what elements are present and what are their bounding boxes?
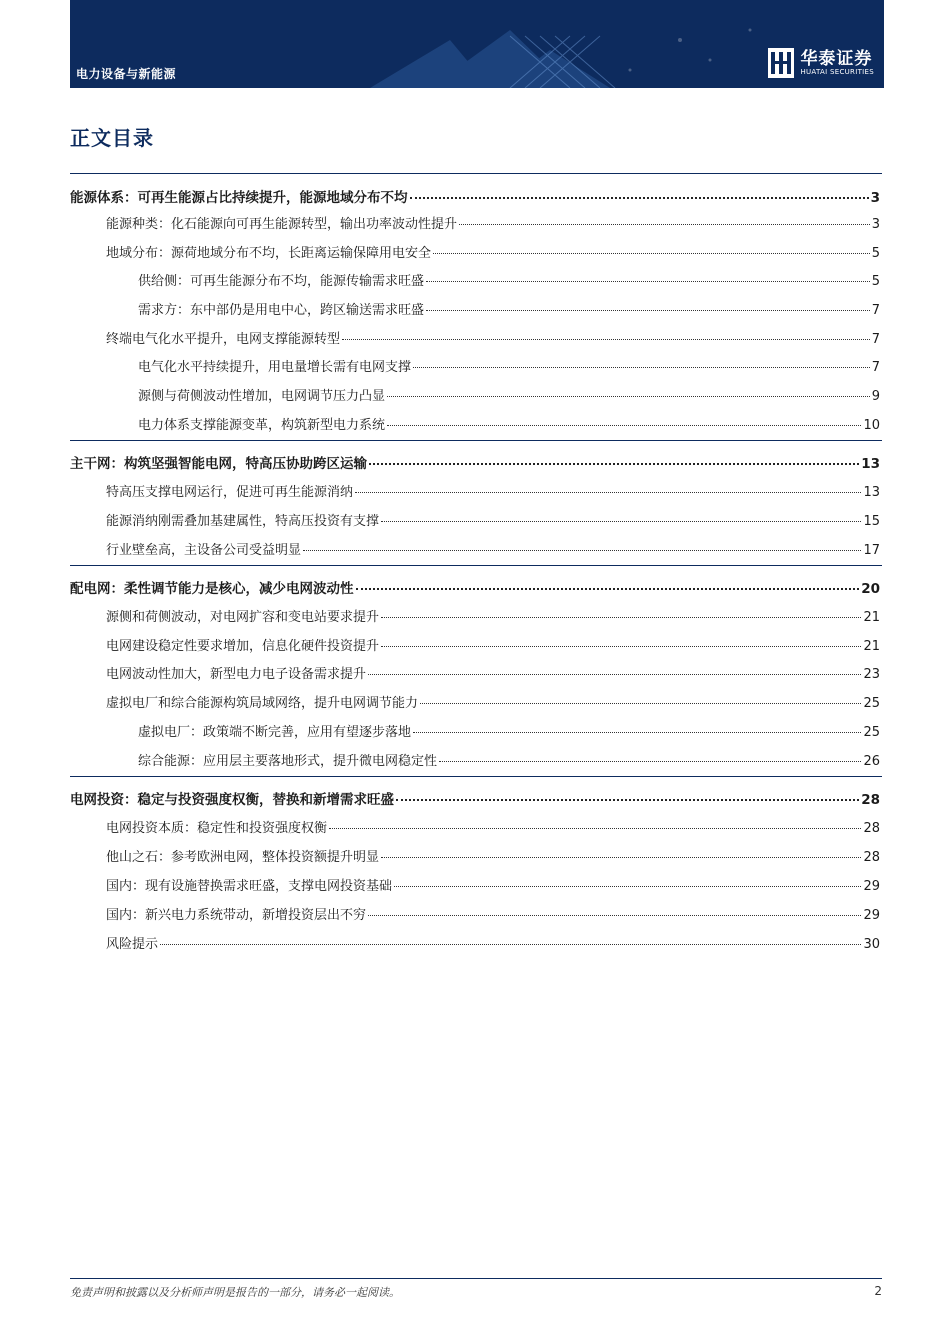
company-logo bbox=[768, 48, 874, 78]
toc-entry-text: 供给侧：可再生能源分布不均，能源传输需求旺盛 bbox=[138, 274, 425, 289]
toc-entry-level-2[interactable] bbox=[70, 875, 880, 894]
toc-entry-level-2[interactable] bbox=[70, 635, 880, 654]
toc-entry-page: 3 bbox=[871, 217, 880, 232]
toc-dot-leader bbox=[356, 588, 860, 590]
toc-entry-page: 21 bbox=[863, 610, 880, 625]
toc-entry-page: 7 bbox=[871, 303, 880, 318]
logo-mark-icon bbox=[768, 48, 794, 78]
toc-entry-page: 29 bbox=[863, 879, 880, 894]
toc-entry-page: 5 bbox=[871, 274, 880, 289]
toc-entry-text: 终端电气化水平提升，电网支撑能源转型 bbox=[106, 332, 341, 347]
toc-entry-page: 21 bbox=[863, 639, 880, 654]
footer-disclaimer: 免责声明和披露以及分析师声明是报告的一部分，请务必一起阅读。 bbox=[70, 1286, 400, 1299]
toc-entry-text: 他山之石：参考欧洲电网，整体投资额提升明显 bbox=[106, 850, 380, 865]
toc-dot-leader bbox=[368, 915, 861, 916]
toc-entry-page: 29 bbox=[863, 908, 880, 923]
page-header bbox=[70, 0, 884, 88]
toc-entry-page: 23 bbox=[863, 667, 880, 682]
toc-dot-leader bbox=[381, 857, 861, 858]
toc-entry-text: 需求方：东中部仍是用电中心，跨区输送需求旺盛 bbox=[138, 303, 425, 318]
toc-dot-leader bbox=[394, 886, 861, 887]
toc-entry-text: 电网建设稳定性要求增加，信息化硬件投资提升 bbox=[106, 639, 380, 654]
toc-entry-page: 20 bbox=[861, 581, 880, 597]
toc-dot-leader bbox=[342, 339, 870, 340]
toc-dot-leader bbox=[413, 732, 861, 733]
toc-entry-level-3[interactable] bbox=[70, 750, 880, 769]
toc-entry-level-2[interactable] bbox=[70, 606, 880, 625]
toc-entry-level-2[interactable] bbox=[70, 692, 880, 711]
toc-dot-leader bbox=[355, 492, 861, 493]
toc-entry-level-3[interactable] bbox=[70, 385, 880, 404]
footer-divider bbox=[70, 1278, 882, 1279]
header-decoration bbox=[70, 0, 884, 88]
toc-entry-page: 25 bbox=[863, 725, 880, 740]
toc-entry-text: 电网投资：稳定与投资强度权衡，替换和新增需求旺盛 bbox=[70, 792, 394, 808]
toc-entry-level-2[interactable] bbox=[70, 213, 880, 232]
toc-entry-page: 28 bbox=[861, 792, 880, 808]
toc-entry-page: 3 bbox=[870, 190, 880, 206]
toc-entry-page: 10 bbox=[863, 418, 880, 433]
toc-entry-level-2[interactable] bbox=[70, 663, 880, 682]
toc-entry-level-3[interactable] bbox=[70, 414, 880, 433]
toc-entry-level-1[interactable] bbox=[70, 452, 880, 472]
toc-entry-text: 国内：新兴电力系统带动，新增投资层出不穷 bbox=[106, 908, 367, 923]
toc-entry-level-2[interactable] bbox=[70, 242, 880, 261]
toc-entry-page: 5 bbox=[871, 246, 880, 261]
toc-dot-leader bbox=[439, 761, 861, 762]
toc-dot-leader bbox=[381, 521, 861, 522]
toc-entry-page: 26 bbox=[863, 754, 880, 769]
toc-entry-level-2[interactable] bbox=[70, 817, 880, 836]
toc-entry-level-3[interactable] bbox=[70, 356, 880, 375]
toc-dot-leader bbox=[381, 617, 861, 618]
toc-entry-text: 能源种类：化石能源向可再生能源转型，输出功率波动性提升 bbox=[106, 217, 458, 232]
toc-entry-text: 源侧和荷侧波动，对电网扩容和变电站要求提升 bbox=[106, 610, 380, 625]
toc-entry-text: 虚拟电厂和综合能源构筑局域网络，提升电网调节能力 bbox=[106, 696, 419, 711]
toc-entry-page: 28 bbox=[863, 821, 880, 836]
toc-entry-page: 7 bbox=[871, 332, 880, 347]
toc-entry-text: 行业壁垒高，主设备公司受益明显 bbox=[106, 543, 302, 558]
toc-dot-leader bbox=[396, 799, 859, 801]
toc-entry-level-2[interactable] bbox=[70, 904, 880, 923]
toc-dot-leader bbox=[160, 944, 861, 945]
toc-entry-text: 能源体系：可再生能源占比持续提升，能源地域分布不均 bbox=[70, 190, 408, 206]
logo-name-en: HUATAI SECURITIES bbox=[800, 67, 874, 76]
toc-entry-page: 30 bbox=[863, 937, 880, 952]
toc-entry-text: 电力体系支撑能源变革，构筑新型电力系统 bbox=[138, 418, 386, 433]
toc-dot-leader bbox=[303, 550, 861, 551]
logo-name-cn: 华泰证券 bbox=[800, 48, 873, 69]
toc-entry-level-3[interactable] bbox=[70, 299, 880, 318]
toc-entry-level-2[interactable] bbox=[70, 539, 880, 558]
toc-dot-leader bbox=[413, 367, 870, 368]
toc-dot-leader bbox=[410, 197, 869, 199]
toc-dot-leader bbox=[381, 646, 861, 647]
toc-entry-text: 风险提示 bbox=[106, 937, 159, 952]
toc-entry-level-2[interactable] bbox=[70, 510, 880, 529]
toc-dot-leader bbox=[426, 281, 870, 282]
toc-section-divider bbox=[70, 776, 882, 777]
toc-dot-leader bbox=[369, 463, 859, 465]
toc-entry-page: 9 bbox=[871, 389, 880, 404]
toc-dot-leader bbox=[420, 703, 861, 704]
toc-entry-text: 源侧与荷侧波动性增加，电网调节压力凸显 bbox=[138, 389, 386, 404]
section-label: 电力设备与新能源 bbox=[76, 67, 177, 81]
toc-dot-leader bbox=[387, 396, 870, 397]
toc-entry-text: 电网投资本质：稳定性和投资强度权衡 bbox=[106, 821, 328, 836]
toc-entry-level-1[interactable] bbox=[70, 577, 880, 597]
toc-entry-page: 17 bbox=[863, 543, 880, 558]
toc-section-divider bbox=[70, 565, 882, 566]
toc-entry-level-2[interactable] bbox=[70, 481, 880, 500]
toc-entry-text: 能源消纳刚需叠加基建属性，特高压投资有支撑 bbox=[106, 514, 380, 529]
toc-entry-text: 主干网：构筑坚强智能电网，特高压协助跨区运输 bbox=[70, 456, 367, 472]
toc-entry-text: 特高压支撑电网运行，促进可再生能源消纳 bbox=[106, 485, 354, 500]
toc-dot-leader bbox=[459, 224, 870, 225]
toc-entry-level-1[interactable] bbox=[70, 788, 880, 808]
toc-entry-level-3[interactable] bbox=[70, 270, 880, 289]
toc-entry-page: 15 bbox=[863, 514, 880, 529]
toc-entry-page: 13 bbox=[863, 485, 880, 500]
toc-entry-level-2[interactable] bbox=[70, 846, 880, 865]
toc-entry-page: 7 bbox=[871, 360, 880, 375]
toc-entry-page: 13 bbox=[861, 456, 880, 472]
toc-entry-text: 电气化水平持续提升，用电量增长需有电网支撑 bbox=[138, 360, 412, 375]
toc-dot-leader bbox=[329, 828, 861, 829]
toc-entry-level-2[interactable] bbox=[70, 933, 880, 952]
toc-dot-leader bbox=[368, 674, 861, 675]
toc-entry-page: 25 bbox=[863, 696, 880, 711]
toc-dot-leader bbox=[433, 253, 870, 254]
toc-entry-level-1[interactable] bbox=[70, 186, 880, 206]
toc-entry-text: 电网波动性加大，新型电力电子设备需求提升 bbox=[106, 667, 367, 682]
toc-title: 正文目录 bbox=[70, 126, 154, 150]
toc-entry-level-2[interactable] bbox=[70, 328, 880, 347]
toc-section-divider bbox=[70, 173, 882, 174]
toc-dot-leader bbox=[426, 310, 870, 311]
toc-entry-text: 综合能源：应用层主要落地形式，提升微电网稳定性 bbox=[138, 754, 438, 769]
toc-entry-text: 国内：现有设施替换需求旺盛，支撑电网投资基础 bbox=[106, 879, 393, 894]
toc-section-divider bbox=[70, 440, 882, 441]
toc-entry-text: 虚拟电厂：政策端不断完善，应用有望逐步落地 bbox=[138, 725, 412, 740]
page-number: 2 bbox=[874, 1284, 882, 1298]
toc-entry-text: 配电网：柔性调节能力是核心，减少电网波动性 bbox=[70, 581, 354, 597]
toc-dot-leader bbox=[387, 425, 861, 426]
toc-entry-level-3[interactable] bbox=[70, 721, 880, 740]
toc-entry-page: 28 bbox=[863, 850, 880, 865]
toc-entry-text: 地域分布：源荷地域分布不均，长距离运输保障用电安全 bbox=[106, 246, 432, 261]
